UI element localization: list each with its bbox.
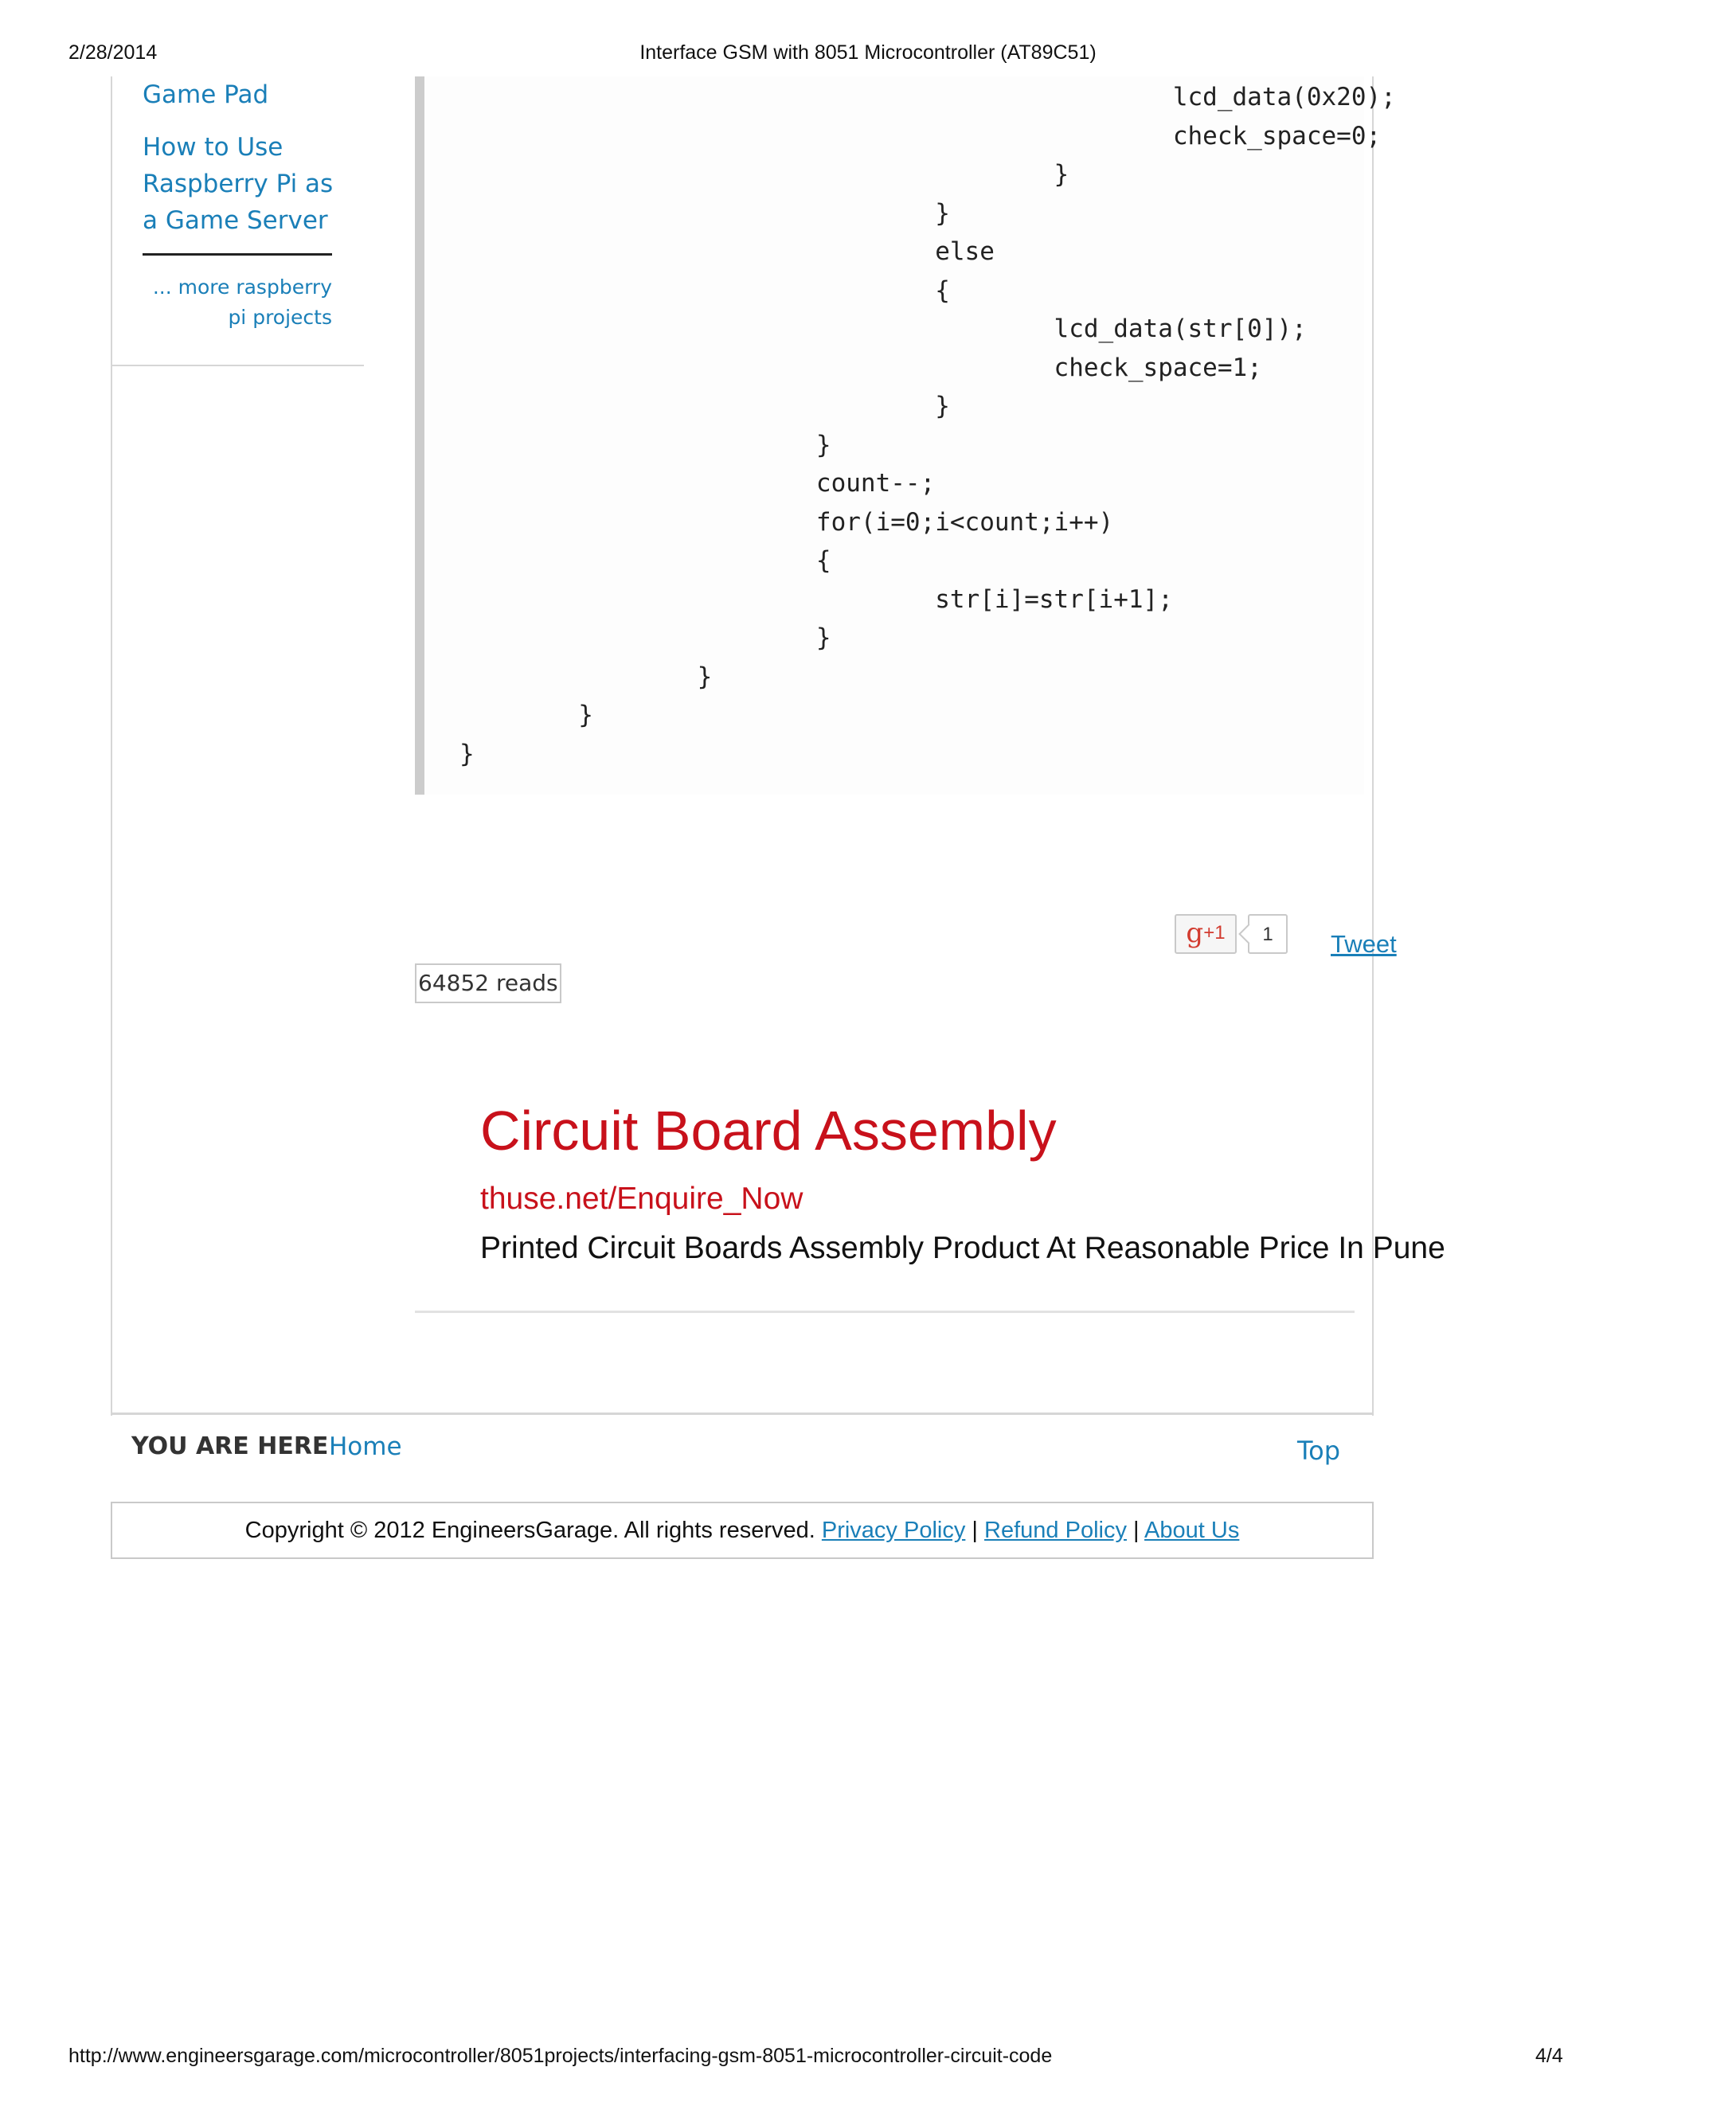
code-line: }: [935, 392, 950, 420]
code-line: lcd_data(0x20);: [1172, 83, 1396, 111]
print-date: 2/28/2014: [68, 41, 158, 64]
code-line: check_space=1;: [1054, 353, 1262, 382]
code-line: }: [697, 662, 713, 691]
privacy-policy-link[interactable]: Privacy Policy: [821, 1518, 966, 1543]
code-line: {: [815, 546, 831, 575]
print-page-number: 4/4: [1535, 2045, 1563, 2067]
back-to-top-link[interactable]: Top: [1297, 1436, 1340, 1466]
breadcrumb: [111, 1413, 1374, 1479]
tweet-link[interactable]: Tweet: [1331, 930, 1397, 958]
sidebar: [112, 76, 364, 366]
code-line: }: [1054, 160, 1069, 189]
google-plus-button[interactable]: [1175, 914, 1237, 954]
share-bar: [1175, 914, 1397, 962]
ad-description: Printed Circuit Boards Assembly Product At Reasonable Price In Pune: [480, 1231, 1445, 1265]
code-line: }: [815, 430, 831, 459]
copyright-text: Copyright © 2012 EngineersGarage. All rights reserved.: [244, 1518, 815, 1543]
code-line: }: [459, 739, 475, 768]
sidebar-link-game-pad[interactable]: Game Pad: [143, 80, 269, 109]
sidebar-link-raspberry-game-server[interactable]: How to Use Raspberry Pi as a Game Server: [143, 133, 334, 235]
refund-policy-link[interactable]: Refund Policy: [984, 1518, 1127, 1543]
code-listing: [459, 78, 1396, 773]
print-url: http://www.engineersgarage.com/microcontroller/8051projects/interfacing-gsm-8051-microcontroller-circuit-code: [68, 2045, 1053, 2067]
google-plus-label: +1: [1203, 922, 1226, 944]
footer-separator: |: [1133, 1518, 1140, 1543]
sidebar-divider: [143, 253, 332, 256]
code-line: check_space=0;: [1172, 121, 1382, 150]
code-line: for(i=0;i<count;i++): [815, 507, 1114, 537]
code-line: str[i]=str[i+1];: [935, 584, 1173, 614]
code-line: lcd_data(str[0]);: [1054, 315, 1307, 343]
code-line: {: [935, 275, 950, 305]
google-plus-count: 1: [1248, 914, 1288, 954]
ad-title[interactable]: Circuit Board Assembly: [480, 1100, 1057, 1162]
print-title: Interface GSM with 8051 Microcontroller (AT89C51): [639, 41, 1097, 64]
about-us-link[interactable]: About Us: [1144, 1518, 1240, 1543]
copyright-footer: [111, 1502, 1374, 1559]
code-line: count--;: [815, 469, 936, 498]
code-line: }: [935, 198, 950, 228]
sponsored-ad[interactable]: [415, 1091, 1445, 1313]
footer-separator: |: [972, 1518, 978, 1543]
breadcrumb-home-link[interactable]: Home: [329, 1432, 402, 1461]
code-line: }: [815, 623, 831, 652]
print-footer: [0, 2045, 1631, 2077]
more-raspberry-projects-link[interactable]: ... more raspberry pi projects: [152, 275, 332, 329]
code-line: else: [935, 237, 995, 266]
code-block: [415, 76, 1396, 795]
ad-url[interactable]: thuse.net/Enquire_Now: [480, 1182, 803, 1216]
breadcrumb-label: YOU ARE HERE: [131, 1432, 329, 1460]
print-header: [0, 41, 1631, 73]
google-plus-icon: g: [1186, 917, 1204, 949]
code-line: }: [578, 701, 593, 729]
read-count-badge: 64852 reads: [415, 963, 561, 1003]
